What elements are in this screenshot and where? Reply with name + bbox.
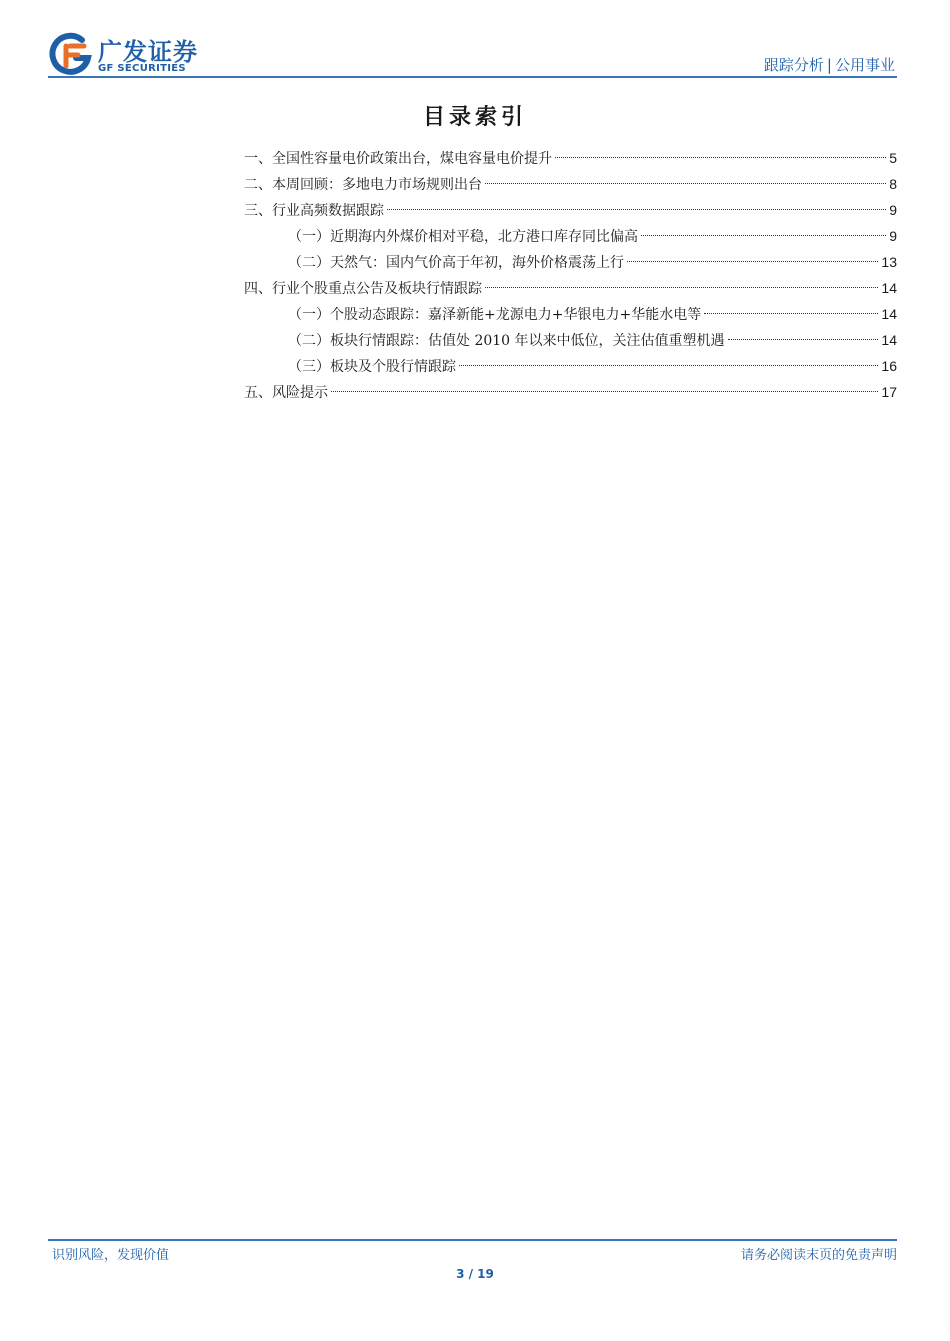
toc-entry[interactable]	[244, 353, 897, 379]
toc-leader-dots	[627, 261, 878, 262]
toc-leader-dots	[485, 183, 886, 184]
toc-page-number: 8	[889, 176, 897, 192]
toc-entry-text: （一）个股动态跟踪：嘉泽新能+龙源电力+华银电力+华能水电等	[288, 307, 702, 323]
footer-disclaimer: 请务必阅读末页的免责声明	[740, 1248, 897, 1263]
toc-title: 目录索引	[422, 104, 527, 130]
toc-leader-dots	[555, 157, 886, 158]
industry-name: 公用事业	[834, 56, 895, 74]
report-type: 跟踪分析	[763, 56, 824, 74]
toc-entry[interactable]	[244, 145, 897, 171]
toc-entry[interactable]	[244, 223, 897, 249]
logo-english-name: GF SECURITIES	[98, 63, 186, 74]
toc-entry-text: 四、行业个股重点公告及板块行情跟踪	[244, 281, 482, 297]
toc-page-number: 17	[881, 384, 897, 400]
toc-leader-dots	[728, 339, 879, 340]
logo-chinese-name: 广发证券	[98, 38, 198, 66]
table-of-contents	[244, 145, 897, 405]
toc-entry[interactable]	[244, 327, 897, 353]
header-divider	[48, 76, 897, 78]
toc-leader-dots	[704, 313, 878, 314]
toc-entry-text: （三）板块及个股行情跟踪	[288, 359, 456, 375]
toc-entry-text: 三、行业高频数据跟踪	[244, 203, 384, 219]
header-separator: |	[826, 56, 832, 74]
footer-divider	[48, 1239, 897, 1241]
toc-entry-text: （一）近期海内外煤价相对平稳，北方港口库存同比偏高	[288, 229, 638, 245]
toc-leader-dots	[331, 391, 878, 392]
toc-entry-text: 二、本周回顾：多地电力市场规则出台	[244, 177, 482, 193]
toc-page-number: 5	[889, 150, 897, 166]
gf-logo-icon	[48, 32, 92, 76]
toc-entry-text: 一、全国性容量电价政策出台，煤电容量电价提升	[244, 151, 552, 167]
toc-entry[interactable]	[244, 275, 897, 301]
toc-page-number: 14	[881, 280, 897, 296]
toc-entry[interactable]	[244, 171, 897, 197]
toc-page-number: 9	[889, 228, 897, 244]
toc-leader-dots	[485, 287, 878, 288]
toc-entry[interactable]	[244, 249, 897, 275]
page-indicator: 3 / 19	[456, 1267, 494, 1281]
toc-page-number: 14	[881, 306, 897, 322]
toc-page-number: 16	[881, 358, 897, 374]
toc-entry[interactable]	[244, 379, 897, 405]
toc-entry-text: （二）板块行情跟踪：估值处 2010 年以来中低位，关注估值重塑机遇	[288, 333, 725, 349]
toc-leader-dots	[641, 235, 886, 236]
report-category	[764, 54, 895, 75]
gf-securities-logo	[48, 32, 208, 78]
toc-entry-text: 五、风险提示	[244, 385, 328, 401]
toc-page-number: 13	[881, 254, 897, 270]
toc-page-number: 14	[881, 332, 897, 348]
toc-entry[interactable]	[244, 197, 897, 223]
toc-leader-dots	[459, 365, 878, 366]
toc-entry[interactable]	[244, 301, 897, 327]
toc-leader-dots	[387, 209, 886, 210]
footer-slogan: 识别风险，发现价值	[52, 1248, 170, 1263]
toc-page-number: 9	[889, 202, 897, 218]
toc-entry-text: （二）天然气：国内气价高于年初，海外价格震荡上行	[288, 255, 624, 271]
